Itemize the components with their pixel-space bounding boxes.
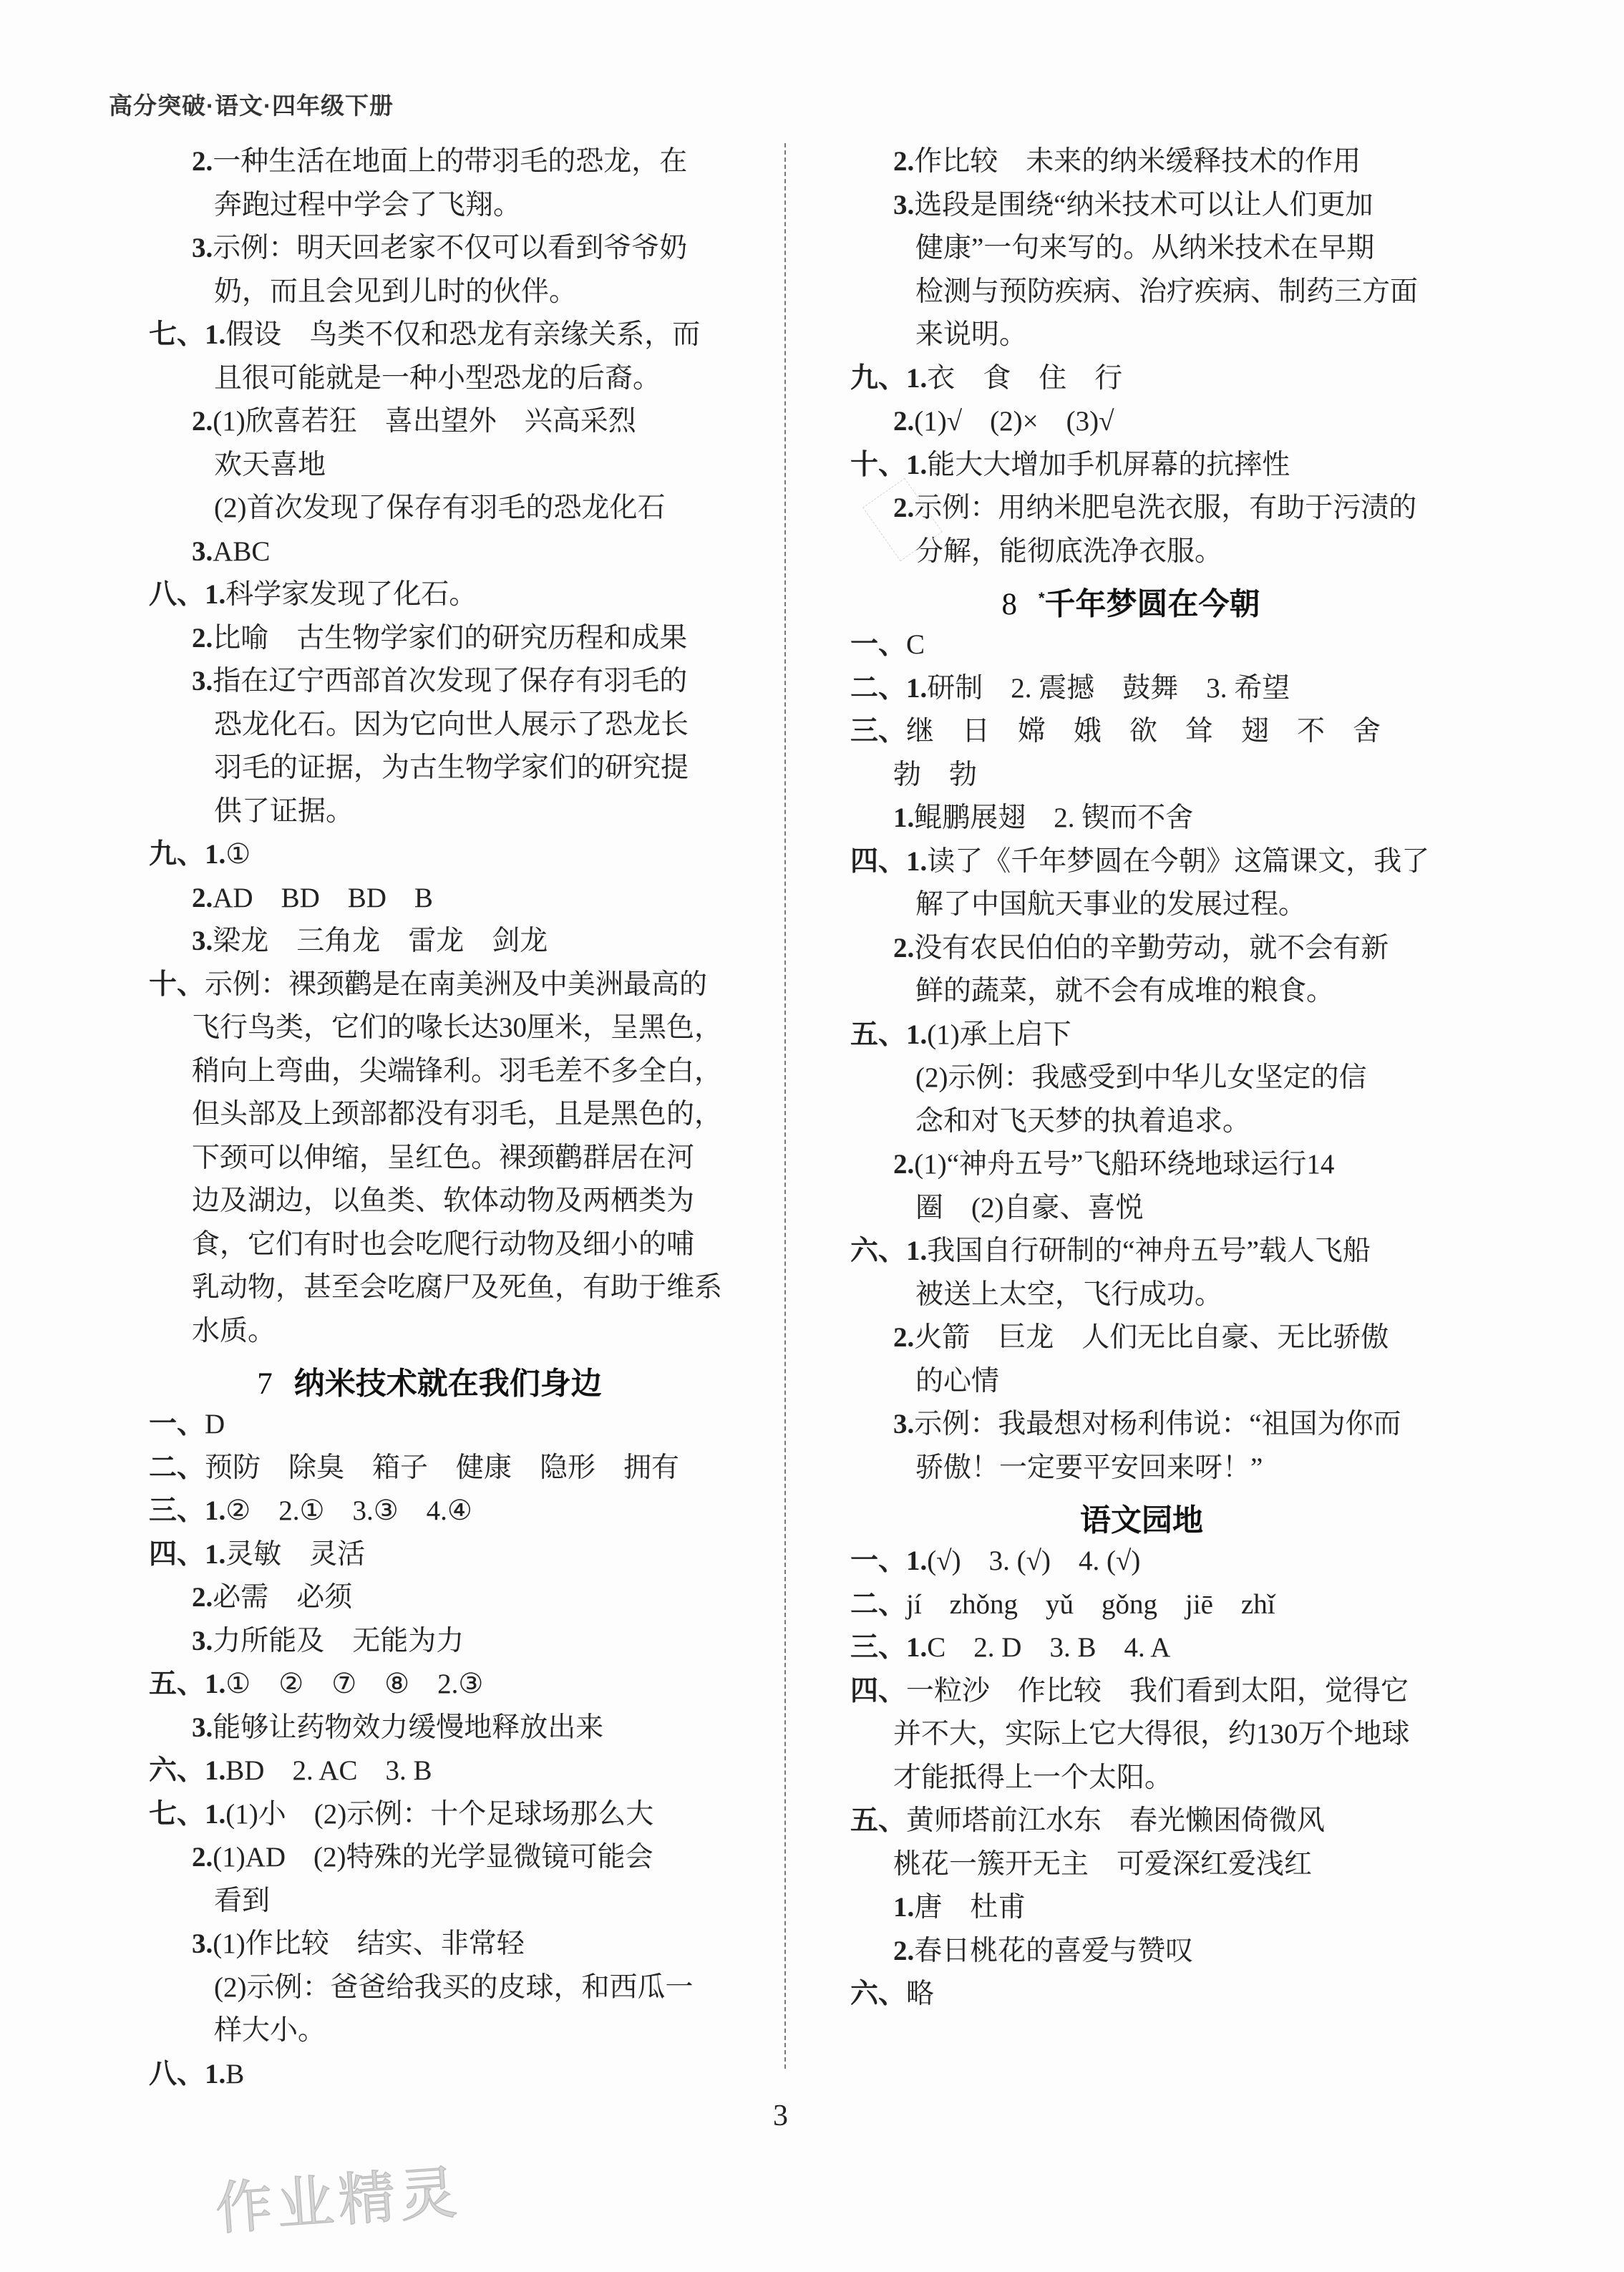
answer-line <box>0 1093 723 1137</box>
answer-text: C 2. D 3. B 4. A <box>927 1632 1171 1663</box>
answer-label: 八、1. <box>149 2058 226 2089</box>
answer-label: 2. <box>893 146 915 177</box>
answer-text: 春日桃花的喜爱与赞叹 <box>914 1935 1194 1966</box>
answer-text: 飞行鸟类，它们的喙长达30厘米，呈黑色， <box>192 1012 723 1043</box>
answer-label: 3. <box>192 1712 213 1743</box>
answer-text: 念和对飞天梦的执着追求。 <box>915 1105 1251 1137</box>
section-number: 8 <box>1001 588 1017 622</box>
answer-line <box>0 271 601 314</box>
answer-line <box>0 617 688 661</box>
right-column <box>701 140 1430 2016</box>
answer-text: 没有农民伯伯的辛勤劳动，就不会有新 <box>914 932 1389 963</box>
answer-text: 鲲鹏展翅 2. 锲而不舍 <box>914 802 1194 833</box>
answer-line <box>0 1403 601 1447</box>
answer-line <box>0 1137 695 1180</box>
answer-text: 指在辽宁西部首次发现了保存有羽毛的 <box>213 666 688 696</box>
answer-line <box>701 1757 1303 1800</box>
answer-line <box>0 1749 601 1793</box>
answer-text: 示例：裸颈鹳是在南美洲及中美洲最高的 <box>205 968 708 1000</box>
answer-text: 食，它们有时也会吃爬行动物及细小的哺 <box>192 1228 695 1260</box>
answer-text: BD 2. AC 3. B <box>225 1755 432 1786</box>
answer-text: 示例：明天回老家不仅可以看到爷爷奶 <box>213 233 688 263</box>
answer-line <box>0 184 601 228</box>
answer-line <box>0 400 636 444</box>
answer-text: 且很可能就是一种小型恐龙的后裔。 <box>214 362 661 394</box>
answer-text: (2)示例：爸爸给我买的皮球，和西瓜一 <box>214 1971 694 2003</box>
answer-text: (1)欣喜若狂 喜出望外 兴高采烈 <box>213 406 636 437</box>
answer-line <box>0 963 708 1007</box>
answer-text: 一种生活在地面上的带羽毛的恐龙，在 <box>213 146 688 177</box>
answer-label: 1. <box>893 802 915 833</box>
answer-line <box>701 530 1303 574</box>
answer-line <box>0 747 689 790</box>
answer-text: 继 日 嫦 娥 欲 耸 翅 不 舍 <box>906 716 1381 747</box>
answer-text: ① ② ⑦ ⑧ 2.③ <box>225 1669 484 1699</box>
answer-label: 2. <box>192 622 213 654</box>
answer-text: 假设 鸟类不仅和恐龙有亲缘关系，而 <box>225 319 701 350</box>
answer-label: 四、 <box>850 1675 907 1707</box>
answer-label: 3. <box>893 189 915 220</box>
answer-text: 研制 2. 震撼 鼓舞 3. 希望 <box>927 672 1290 704</box>
answer-text: 能大大增加手机屏幕的抗摔性 <box>927 449 1290 480</box>
answer-label: 1. <box>893 1892 915 1923</box>
answer-label: 四、1. <box>850 845 928 877</box>
answer-line <box>701 271 1419 314</box>
answer-line <box>701 1626 1303 1670</box>
answer-line <box>701 1057 1367 1100</box>
page-number: 3 <box>773 2099 788 2132</box>
answer-line <box>0 1793 654 1837</box>
answer-line <box>701 227 1375 271</box>
answer-line <box>0 1223 695 1267</box>
answer-text: 预防 除臭 箱子 健康 隐形 拥有 <box>205 1452 680 1483</box>
answer-label: 一、1. <box>850 1545 928 1576</box>
answer-text: 奶，而且会见到儿时的伙伴。 <box>214 276 578 307</box>
answer-line <box>0 660 688 704</box>
answer-label: 三、1. <box>149 1495 226 1526</box>
answer-text: 的心情 <box>915 1365 1000 1397</box>
left-column <box>0 140 723 2096</box>
answer-line <box>701 710 1381 754</box>
answer-line <box>701 840 1430 884</box>
answer-line <box>0 1880 601 1923</box>
section-heading <box>701 1490 1417 1540</box>
answer-line <box>701 1014 1303 1057</box>
answer-label: 2. <box>893 932 915 963</box>
answer-line <box>701 1143 1335 1187</box>
answer-text: 样大小。 <box>214 2015 326 2046</box>
answer-line <box>701 667 1303 711</box>
answer-line <box>0 444 601 487</box>
answer-text: 分解，能彻底洗净衣服。 <box>915 535 1223 567</box>
answer-text: 解了中国航天事业的发展过程。 <box>915 889 1307 920</box>
answer-text: 一粒沙 作比较 我们看到太阳，觉得它 <box>906 1675 1409 1707</box>
answer-line <box>701 487 1417 530</box>
section-heading <box>0 1353 716 1403</box>
answer-text: ① <box>225 839 251 870</box>
answer-line <box>701 357 1303 401</box>
answer-line <box>701 797 1303 840</box>
answer-line <box>701 184 1373 228</box>
answer-line <box>701 1316 1389 1360</box>
answer-text: 骄傲！一定要平安回来呀！” <box>915 1452 1263 1483</box>
answer-line <box>701 1843 1313 1887</box>
answer-text: 健康”一句来写的。从纳米技术在早期 <box>915 233 1375 263</box>
answer-text: 但头部及上颈部都没有羽毛，且是黑色的， <box>192 1099 723 1130</box>
answer-text: (1)作比较 结实、非常轻 <box>213 1928 525 1959</box>
answer-text: 边及湖边，以鱼类、软体动物及两栖类为 <box>192 1185 695 1216</box>
answer-text: 鲜的蔬菜，就不会有成堆的粮食。 <box>915 976 1335 1006</box>
answer-label: 十、 <box>149 968 205 1000</box>
answer-label: 2. <box>192 406 213 437</box>
answer-line <box>701 1403 1401 1447</box>
answer-label: 二、1. <box>850 672 928 704</box>
section-heading <box>701 573 1417 623</box>
answer-label: 2. <box>192 882 213 913</box>
answer-text: jí zhǒng yǔ gǒng jiē zhǐ <box>906 1588 1275 1620</box>
answer-line <box>0 1576 601 1620</box>
running-header: 高分突破·语文·四年级下册 <box>109 92 394 119</box>
answer-line <box>701 1273 1303 1317</box>
answer-text: 圈 (2)自豪、喜悦 <box>915 1192 1144 1223</box>
answer-text: 能够让药物效力缓慢地释放出来 <box>213 1712 604 1743</box>
answer-line <box>0 530 601 574</box>
answer-line <box>701 1187 1303 1230</box>
answer-line <box>701 1360 1303 1404</box>
answer-text: (1)AD (2)特殊的光学显微镜可能会 <box>213 1842 653 1873</box>
section-mark: * <box>1038 589 1045 607</box>
answer-line <box>0 833 601 877</box>
answer-line <box>701 1800 1326 1843</box>
answer-line <box>701 1930 1303 1974</box>
answer-label: 十、1. <box>850 449 928 480</box>
answer-text: 并不大，实际上它大得很，约130万个地球 <box>893 1719 1410 1749</box>
answer-line <box>0 1050 723 1094</box>
answer-line <box>0 704 689 747</box>
answer-label: 3. <box>893 1409 915 1440</box>
answer-text: (1)承上启下 <box>927 1019 1071 1050</box>
answer-line <box>701 883 1307 927</box>
answer-text: 我国自行研制的“神舟五号”载人飞船 <box>927 1235 1371 1266</box>
answer-text: 唐 杜甫 <box>914 1892 1026 1923</box>
answer-line <box>701 140 1361 184</box>
answer-text: (2)示例：我感受到中华儿女坚定的信 <box>915 1062 1367 1093</box>
answer-line <box>0 790 601 834</box>
answer-label: 2. <box>893 1322 915 1353</box>
answer-label: 一、 <box>850 629 907 660</box>
answer-label: 五、 <box>850 1805 907 1836</box>
answer-line <box>0 140 688 184</box>
answer-line <box>701 1583 1303 1627</box>
answer-line <box>0 1836 653 1880</box>
answer-text: 作比较 未来的纳米缓释技术的作用 <box>914 146 1361 177</box>
answer-line <box>0 920 601 963</box>
answer-label: 八、1. <box>149 579 226 610</box>
answer-line <box>701 1447 1303 1490</box>
answer-line <box>0 1006 723 1050</box>
answer-line <box>701 1713 1410 1757</box>
answer-text: 水质。 <box>192 1315 276 1346</box>
answer-line <box>0 2009 601 2053</box>
answer-line <box>701 1540 1303 1583</box>
answer-line <box>701 444 1303 487</box>
answer-text: 梁龙 三角龙 雷龙 剑龙 <box>213 926 548 956</box>
answer-label: 三、1. <box>850 1632 928 1663</box>
answer-text: 力所能及 无能为力 <box>213 1625 465 1656</box>
answer-label: 九、1. <box>149 839 226 870</box>
answer-text: (√) 3. (√) 4. (√) <box>927 1545 1141 1576</box>
answer-line <box>0 1620 601 1664</box>
answer-text: B <box>225 2058 245 2089</box>
answer-label: 五、1. <box>149 1669 226 1699</box>
answer-text: 选段是围绕“纳米技术可以让人们更加 <box>914 189 1373 220</box>
answer-text: 检测与预防疾病、治疗疾病、制药三方面 <box>915 276 1419 307</box>
answer-line <box>0 1180 695 1223</box>
answer-line <box>701 400 1303 444</box>
section-number: 7 <box>257 1367 273 1402</box>
answer-line <box>0 227 688 271</box>
answer-line <box>0 1966 694 2010</box>
answer-text: 来说明。 <box>915 319 1028 350</box>
answer-text: 羽毛的证据，为古生物学家们的研究提 <box>214 752 689 783</box>
answer-text: 下颈可以伸缩，呈红色。裸颈鹳群居在河 <box>192 1142 695 1173</box>
answer-label: 六、1. <box>850 1235 928 1266</box>
answer-line <box>0 314 701 357</box>
answer-line <box>0 1663 601 1707</box>
answer-line <box>0 1447 680 1490</box>
answer-line <box>701 754 1303 797</box>
answer-text: 科学家发现了化石。 <box>225 579 477 610</box>
answer-text: 必需 必须 <box>213 1582 353 1613</box>
answer-label: 2. <box>893 406 915 437</box>
answer-text: 黄师塔前江水东 春光懒困倚微风 <box>906 1805 1326 1836</box>
answer-line <box>0 487 666 530</box>
answer-label: 六、 <box>850 1979 907 2009</box>
answer-label: 一、 <box>149 1409 205 1440</box>
answer-text: 示例：我最想对杨利伟说：“祖国为你而 <box>914 1409 1401 1440</box>
answer-text: 恐龙化石。因为它向世人展示了恐龙长 <box>214 709 689 740</box>
answer-label: 3. <box>192 1928 213 1959</box>
section-title: 千年梦圆在今朝 <box>1044 587 1260 622</box>
answer-line <box>701 1100 1303 1144</box>
answer-line <box>0 1533 601 1577</box>
answer-line <box>701 970 1335 1014</box>
answer-label: 三、 <box>850 716 907 747</box>
answer-line <box>701 1670 1409 1714</box>
answer-label: 二、 <box>850 1588 907 1620</box>
answer-line <box>0 357 661 401</box>
answer-label: 2. <box>893 492 915 523</box>
answer-label: 2. <box>893 1935 915 1966</box>
answer-line <box>701 1886 1303 1930</box>
answer-label: 2. <box>192 146 213 177</box>
answer-text: (1)√ (2)× (3)√ <box>914 406 1114 437</box>
answer-label: 六、1. <box>149 1755 226 1786</box>
answer-text: AD BD BD B <box>213 882 433 913</box>
answer-line <box>701 623 1303 667</box>
answer-label: 3. <box>192 233 213 263</box>
answer-label: 七、1. <box>149 1798 226 1830</box>
answer-text: 灵敏 灵活 <box>225 1538 366 1570</box>
section-title: 语文园地 <box>1080 1503 1203 1538</box>
answer-label: 二、 <box>149 1452 205 1483</box>
answer-label: 3. <box>192 666 213 696</box>
answer-text: (2)首次发现了保存有羽毛的恐龙化石 <box>214 492 666 523</box>
answer-label: 五、1. <box>850 1019 928 1050</box>
answer-text: ABC <box>213 535 271 567</box>
answer-text: 略 <box>906 1979 935 2009</box>
answer-text: (1)“神舟五号”飞船环绕地球运行14 <box>914 1149 1335 1180</box>
answer-label: 九、1. <box>850 362 928 394</box>
watermark-logo: 作业精灵 <box>213 2160 464 2241</box>
answer-text: 看到 <box>214 1885 271 1916</box>
answer-text: 比喻 古生物学家们的研究历程和成果 <box>213 622 688 654</box>
answer-text: C <box>906 629 925 660</box>
answer-text: 示例：用纳米肥皂洗衣服，有助于污渍的 <box>914 492 1417 523</box>
answer-line <box>0 2053 601 2097</box>
answer-label: 2. <box>192 1842 213 1873</box>
section-title: 纳米技术就在我们身边 <box>293 1366 602 1402</box>
answer-label: 2. <box>893 1149 915 1180</box>
answer-text: 奔跑过程中学会了飞翔。 <box>214 189 522 220</box>
answer-line <box>0 1266 723 1310</box>
answer-line <box>701 927 1389 971</box>
answer-line <box>0 1707 604 1750</box>
answer-line <box>701 314 1303 357</box>
answer-text: D <box>205 1409 225 1440</box>
answer-line <box>701 1973 1303 2016</box>
answer-label: 2. <box>192 1582 213 1613</box>
answer-line <box>0 1923 601 1966</box>
answer-text: (1)小 (2)示例：十个足球场那么大 <box>225 1798 654 1830</box>
answer-line <box>0 877 601 921</box>
answer-text: 被送上太空，飞行成功。 <box>915 1278 1223 1310</box>
answer-line <box>701 1230 1371 1273</box>
answer-text: 供了证据。 <box>214 795 354 827</box>
answer-text: 读了《千年梦圆在今朝》这篇课文，我了 <box>927 845 1430 877</box>
answer-text: 勃 勃 <box>893 759 978 790</box>
answer-text: ② 2.① 3.③ 4.④ <box>225 1495 472 1526</box>
answer-text: 乳动物，甚至会吃腐尸及死鱼，有助于维系 <box>192 1272 723 1303</box>
answer-label: 七、1. <box>149 319 226 350</box>
answer-text: 火箭 巨龙 人们无比自豪、无比骄傲 <box>914 1322 1389 1353</box>
answer-text: 才能抵得上一个太阳。 <box>893 1762 1173 1793</box>
answer-text: 欢天喜地 <box>214 449 326 480</box>
answer-label: 四、1. <box>149 1538 226 1570</box>
answer-line <box>0 573 601 617</box>
answer-line <box>0 1310 601 1354</box>
answer-line <box>0 1490 601 1533</box>
answer-text: 稍向上弯曲，尖端锋利。羽毛差不多全白， <box>192 1055 723 1087</box>
answer-label: 3. <box>192 535 213 567</box>
answer-label: 3. <box>192 926 213 956</box>
answer-text: 桃花一簇开无主 可爱深红爱浅红 <box>893 1848 1313 1880</box>
answer-text: 衣 食 住 行 <box>927 362 1123 394</box>
answer-label: 3. <box>192 1625 213 1656</box>
